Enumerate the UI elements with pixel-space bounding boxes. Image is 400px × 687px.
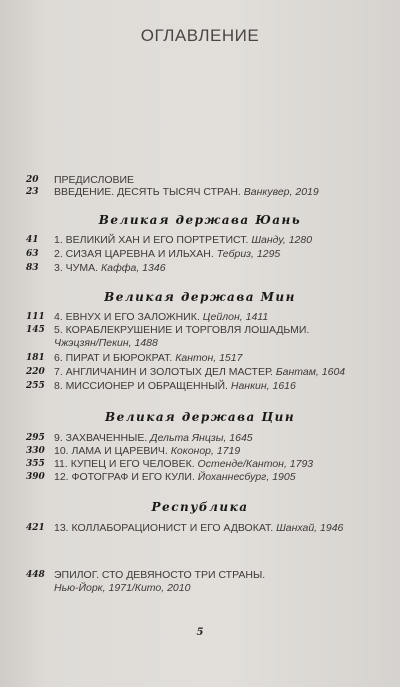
entry-title: ЭПИЛОГ. СТО ДЕВЯНОСТО ТРИ СТРАНЫ. bbox=[54, 569, 266, 581]
toc-entry-introduction bbox=[54, 186, 374, 199]
entry-title: 13. КОЛЛАБОРАЦИОНИСТ И ЕГО АДВОКАТ. bbox=[54, 522, 274, 534]
entry-place: Коконор, 1719 bbox=[170, 445, 241, 457]
entry-title: 4. ЕВНУХ И ЕГО ЗАЛОЖНИК. bbox=[54, 311, 200, 323]
entry-title: 10. ЛАМА И ЦАРЕВИЧ. bbox=[54, 445, 168, 457]
entry-title: 5. КОРАБЛЕКРУШЕНИЕ И ТОРГОВЛЯ ЛОШАДЬМИ. bbox=[54, 324, 310, 336]
toc-entry-chapter-9 bbox=[54, 432, 374, 445]
section-heading-qing: Великая держава Цин bbox=[104, 410, 296, 424]
page-number: 20 bbox=[26, 175, 39, 185]
page-number: 41 bbox=[26, 235, 39, 245]
entry-title: ПРЕДИСЛОВИЕ bbox=[54, 174, 135, 186]
page-number: 83 bbox=[26, 263, 39, 273]
entry-place: Кантон, 1517 bbox=[175, 352, 243, 364]
entry-place: Каффа, 1346 bbox=[100, 262, 166, 274]
toc-entry-chapter-1 bbox=[54, 234, 374, 247]
section-heading-yuan: Великая держава Юань bbox=[98, 213, 302, 227]
page-number: 295 bbox=[26, 433, 45, 443]
entry-title: 7. АНГЛИЧАНИН И ЗОЛОТЫХ ДЕЛ МАСТЕР. bbox=[54, 366, 273, 378]
entry-place: Ванкувер, 2019 bbox=[243, 186, 319, 198]
page-number: 111 bbox=[26, 312, 45, 322]
entry-place: Шанду, 1280 bbox=[251, 234, 313, 246]
page-number: 355 bbox=[26, 459, 45, 469]
toc-entry-chapter-8 bbox=[54, 380, 374, 393]
entry-place: Бантам, 1604 bbox=[275, 366, 346, 378]
page-number: 181 bbox=[26, 353, 45, 363]
entry-place: Тебриз, 1295 bbox=[216, 248, 281, 260]
page-number: 255 bbox=[26, 381, 45, 391]
page-number: 390 bbox=[26, 472, 45, 482]
entry-place: Нанкин, 1616 bbox=[230, 380, 296, 392]
toc-entry-chapter-12 bbox=[54, 471, 374, 484]
toc-entry-chapter-6 bbox=[54, 352, 374, 365]
page-number: 23 bbox=[26, 187, 39, 197]
entry-place: Остенде/Кантон, 1793 bbox=[197, 458, 314, 470]
page-number: 330 bbox=[26, 446, 45, 456]
entry-title: 8. МИССИОНЕР И ОБРАЩЕННЫЙ. bbox=[54, 380, 228, 392]
entry-place: Цейлон, 1411 bbox=[202, 311, 269, 323]
entry-title: ВВЕДЕНИЕ. ДЕСЯТЬ ТЫСЯЧ СТРАН. bbox=[54, 186, 241, 198]
entry-title: 9. ЗАХВАЧЕННЫЕ. bbox=[54, 432, 148, 444]
entry-place: Чжэцзян/Пекин, 1488 bbox=[54, 337, 158, 349]
page-number: 421 bbox=[26, 523, 45, 533]
page-folio: 5 bbox=[196, 627, 204, 638]
page-number: 145 bbox=[26, 325, 45, 335]
entry-title: 6. ПИРАТ И БЮРОКРАТ. bbox=[54, 352, 173, 364]
toc-entry-chapter-13 bbox=[54, 522, 374, 535]
section-heading-ming: Великая держава Мин bbox=[104, 290, 296, 304]
entry-place: Шанхай, 1946 bbox=[276, 522, 344, 534]
toc-entry-chapter-2 bbox=[54, 248, 374, 261]
section-heading-republic: Республика bbox=[151, 500, 249, 514]
page-number: 220 bbox=[26, 367, 45, 377]
entry-title: 12. ФОТОГРАФ И ЕГО КУЛИ. bbox=[54, 471, 195, 483]
toc-entry-chapter-5 bbox=[54, 324, 374, 350]
entry-title: 2. СИЗАЯ ЦАРЕВНА И ИЛЬХАН. bbox=[54, 248, 214, 260]
page-number: 448 bbox=[26, 570, 45, 580]
entry-title: 1. ВЕЛИКИЙ ХАН И ЕГО ПОРТРЕТИСТ. bbox=[54, 234, 249, 246]
page-number: 63 bbox=[26, 249, 39, 259]
toc-entry-chapter-7 bbox=[54, 366, 374, 379]
entry-title: 3. ЧУМА. bbox=[54, 262, 99, 274]
entry-place: Дельта Янцзы, 1645 bbox=[150, 432, 253, 444]
entry-place: Нью-Йорк, 1971/Кито, 2010 bbox=[54, 582, 191, 594]
entry-title: 11. КУПЕЦ И ЕГО ЧЕЛОВЕК. bbox=[54, 458, 195, 470]
toc-entry-chapter-10 bbox=[54, 445, 374, 458]
toc-entry-chapter-3 bbox=[54, 262, 374, 275]
toc-entry-chapter-11 bbox=[54, 458, 374, 471]
entry-place: Йоханнесбург, 1905 bbox=[197, 471, 296, 483]
page-title: ОГЛАВЛЕНИЕ bbox=[140, 26, 260, 45]
toc-entry-chapter-4 bbox=[54, 311, 374, 324]
toc-entry-epilogue bbox=[54, 569, 374, 595]
